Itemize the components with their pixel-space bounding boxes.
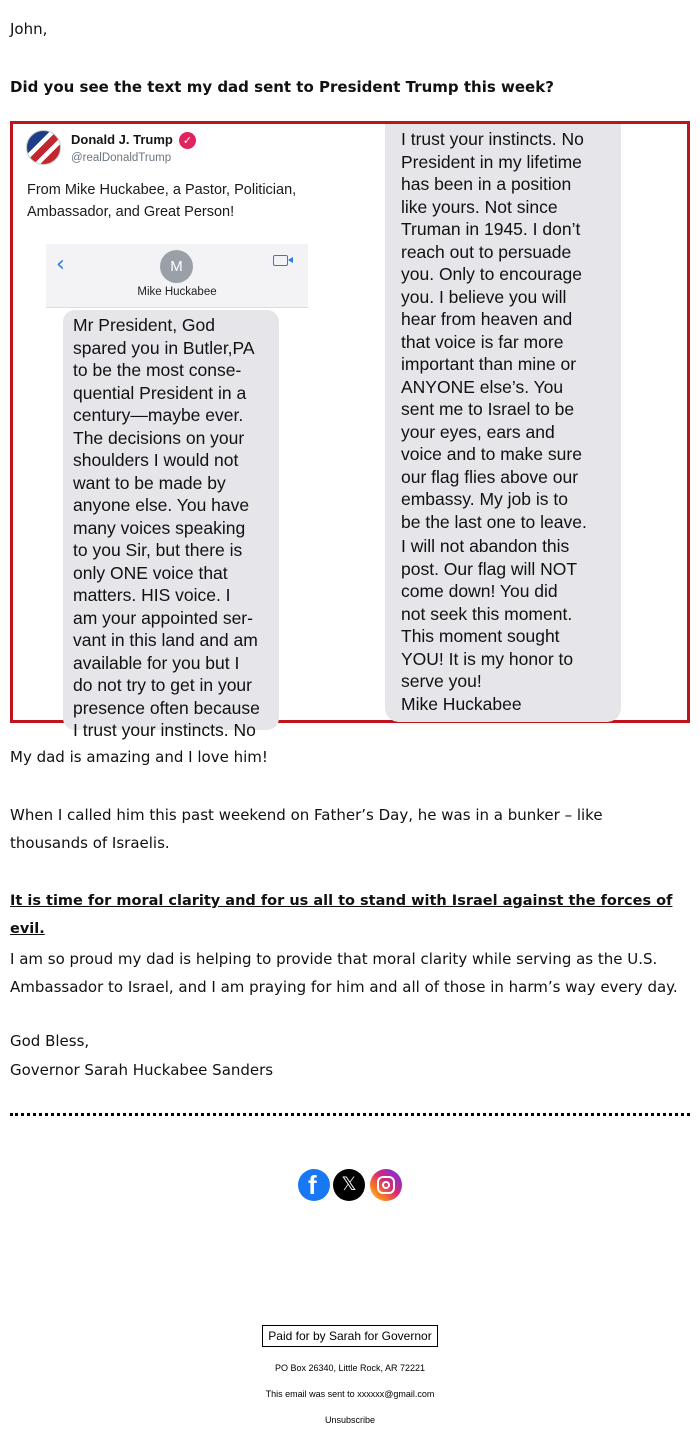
verified-badge-icon: ✓: [179, 132, 196, 149]
paragraph: My dad is amazing and I love him!: [10, 748, 268, 766]
paragraph: I am so proud my dad is helping to provide that moral clarity while serving as the U.S. Ambassador to Israel, and I am praying for him and all of those in harm’s way every day.: [10, 950, 678, 996]
profile-avatar: [26, 130, 61, 165]
facebook-icon[interactable]: [298, 1169, 330, 1201]
contact-avatar: M: [160, 250, 193, 283]
chevron-left-icon: ‹: [56, 252, 65, 277]
unsubscribe-link[interactable]: Unsubscribe: [324, 1415, 376, 1425]
emphasis-paragraph: It is time for moral clarity and for us all to stand with Israel against the forces of evil.: [10, 893, 673, 937]
post-column: [13, 124, 383, 740]
message-text: I will not abandon this post. Our flag will NOT come down! You did not seek this moment. This moment sought YOU! It is my honor to serve you! Mike Huckabee: [401, 536, 578, 714]
contact-name: Mike Huckabee: [137, 286, 217, 298]
x-icon[interactable]: [333, 1169, 365, 1201]
signature: Governor Sarah Huckabee Sanders: [10, 1061, 274, 1079]
video-call-icon: [273, 255, 288, 266]
message-bubble: [63, 310, 279, 740]
paid-for-disclaimer: Paid for by Sarah for Governor: [262, 1325, 438, 1347]
post-handle: @realDonaldTrump: [71, 152, 172, 164]
message-column: [385, 124, 685, 720]
headline: Did you see the text my dad sent to President Trump this week?: [10, 78, 554, 96]
message-header: [46, 244, 308, 308]
screenshot-image: [10, 121, 690, 740]
message-bubble: [385, 124, 621, 722]
instagram-icon[interactable]: [370, 1169, 402, 1201]
signoff: God Bless,: [10, 1032, 90, 1050]
message-text: Mr President, God spared you in Butler,PA to be the most conse- quential President in a century—maybe ever. The decisions on your shoulders I would not want to be made by anyone else. You have many voices speaking to you Sir, but there is only ONE voice that matters. HIS voice. I am your appointed ser- vant in this land and am available for you but I do not try to get in your presence often because I trust your instincts. No: [73, 315, 260, 740]
x-glyph: 𝕏: [341, 1173, 357, 1195]
footer-sent-to: This email was sent to xxxxxx@gmail.com: [265, 1389, 435, 1399]
message-text: I trust your instincts. No President in my lifetime has been in a position like yours. Not since Truman in 1945. I don’t reach out to persuade you. Only to encourage you. I believe you will hear from heaven and that voice is far more important than mine or ANYONE else’s. You sent me to Israel to be your eyes, ears and voice and to make sure our flag flies above our embassy. My job is to be the last one to leave.: [401, 129, 587, 532]
footer-address: PO Box 26340, Little Rock, AR 72221: [274, 1363, 426, 1373]
paragraph: When I called him this past weekend on Father’s Day, he was in a bunker – like thousands of Israelis.: [10, 806, 603, 852]
facebook-glyph: f: [308, 1170, 317, 1200]
social-links: [0, 1169, 700, 1203]
post-header: [26, 130, 376, 170]
post-text: From Mike Huckabee, a Pastor, Politician, Ambassador, and Great Person!: [27, 182, 297, 220]
post-author: Donald J. Trump: [71, 132, 173, 147]
greeting: John,: [10, 20, 48, 38]
divider: [10, 1113, 690, 1116]
